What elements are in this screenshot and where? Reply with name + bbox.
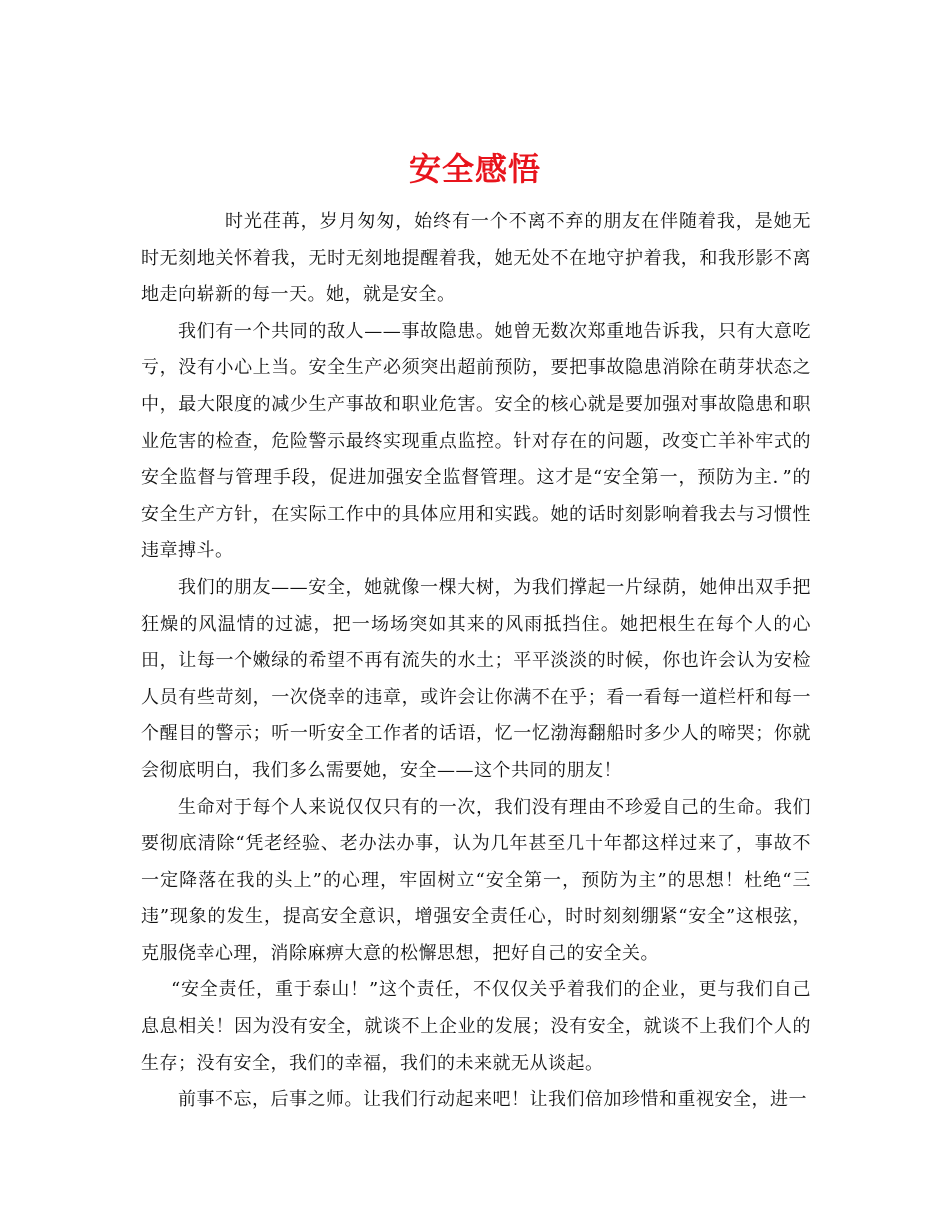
paragraph-1: 时光荏苒，岁月匆匆，始终有一个不离不弃的朋友在伴随着我，是她无时无刻地关怀着我，无时无刻地提醒着我，她无处不在地守护着我，和我形影不离地走向崭新的每一天。她，就是安全。 bbox=[141, 211, 811, 306]
document-title: 安全感悟 bbox=[408, 150, 541, 189]
paragraph-6: 前事不忘，后事之师。让我们行动起来吧！让我们倍加珍惜和重视安全，进一 bbox=[178, 1089, 807, 1111]
paragraph-2: 我们有一个共同的敌人——事故隐患。她曾无数次郑重地告诉我，只有大意吃亏，没有小心上当。安全生产必须突出超前预防，要把事故隐患消除在萌芽状态之中，最大限度的减少生产事故和职业危害。安全的核心就是要加强对事故隐患和职业危害的检查，危险警示最终实现重点监控。针对存在的问题，改变亡羊补牢式的安全监督与管理手段，促进加强安全监督管理。这才是“安全第一，预防为主．”的安全生产方针，在实际工作中的具体应用和实践。她的话时刻影响着我去与习惯性违章搏斗。 bbox=[141, 320, 811, 562]
paragraph-5: “安全责任，重于泰山！”这个责任，不仅仅关乎着我们的企业，更与我们自己息息相关！因为没有安全，就谈不上企业的发展；没有安全，就谈不上我们个人的生存；没有安全，我们的幸福，我们的未来就无从谈起。 bbox=[141, 979, 811, 1074]
paragraph-4: 生命对于每个人来说仅仅只有的一次，我们没有理由不珍爱自己的生命。我们要彻底清除“凭老经验、老办法办事，认为几年甚至几十年都这样过来了，事故不一定降落在我的头上”的心理，牢固树立“安全第一，预防为主”的思想！杜绝“三违”现象的发生，提高安全意识，增强安全责任心，时时刻刻绷紧“安全”这根弦，克服侥幸心理，消除麻痹大意的松懈思想，把好自己的安全关。 bbox=[141, 796, 811, 964]
paragraph-3: 我们的朋友——安全，她就像一棵大树，为我们撑起一片绿荫，她伸出双手把狂燥的风温情的过滤，把一场场突如其来的风雨抵挡住。她把根生在每个人的心田，让每一个嫩绿的希望不再有流失的水土；平平淡淡的时候，你也许会认为安检人员有些苛刻，一次侥幸的违章，或许会让你满不在乎；看一看每一道栏杆和每一个醒目的警示；听一听安全工作者的话语，忆一忆渤海翻船时多少人的啼哭；你就会彻底明白，我们多么需要她，安全——这个共同的朋友！ bbox=[141, 576, 811, 781]
document-body bbox=[141, 204, 811, 1119]
